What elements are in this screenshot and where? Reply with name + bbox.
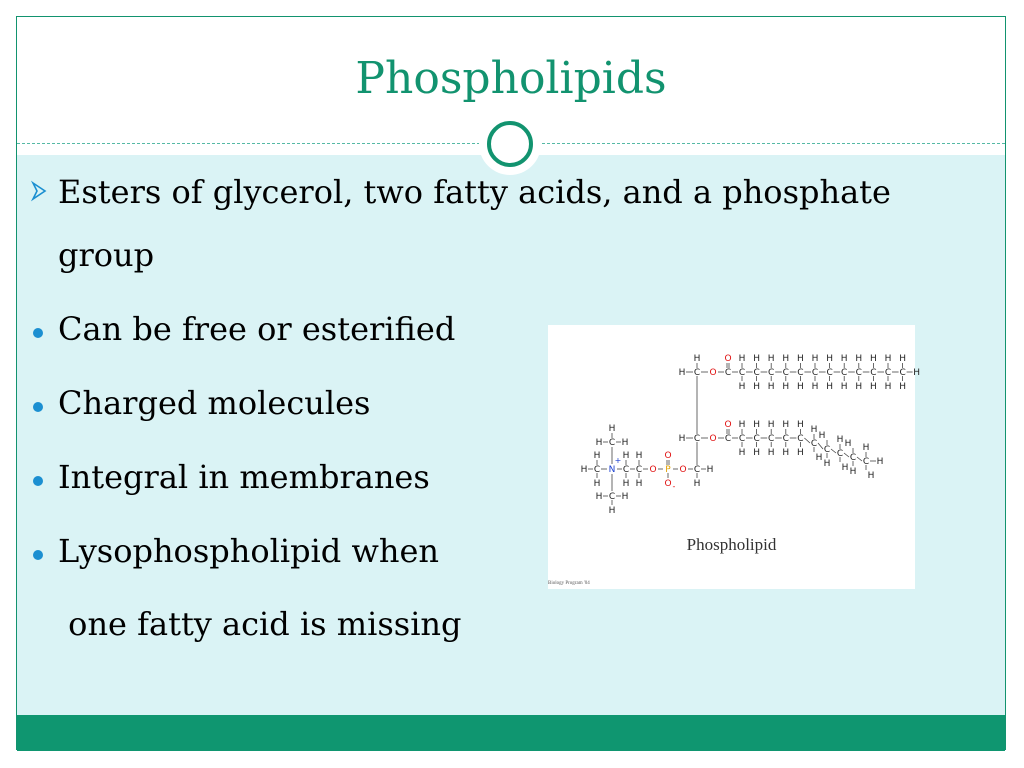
atom-h: H [815,453,823,463]
atom-o: O [724,354,732,364]
negative-charge: - [672,482,676,491]
atom-h: H [622,451,630,461]
atom-h: H [693,354,701,364]
atom-h: H [899,382,906,392]
atom-c: C [768,434,775,444]
atom-h: H [608,424,616,434]
figure-caption: Phospholipid [686,535,777,554]
atom-c: C [724,368,732,378]
atom-h: H [782,448,790,458]
atom-h: H [855,382,863,392]
atom-h: H [797,448,804,458]
atom-h: H [706,465,714,475]
atom-o: O [664,479,672,489]
arrow-bullet-icon [32,182,46,200]
atom-c: C [884,368,892,378]
atom-h: H [608,506,616,516]
atom-h: H [767,448,775,458]
bullet-text: Can be free or esterified [58,310,456,348]
atom-c: C [593,465,601,475]
dot-bullet-icon [33,402,43,412]
atom-c: C [849,453,857,463]
phospholipid-figure [548,325,920,589]
atom-h: H [580,465,588,475]
atom-h: H [738,420,746,430]
bond [818,443,823,449]
atom-c: C [797,434,804,444]
atom-h: H [913,368,920,378]
atom-h: H [593,451,601,461]
atom-o: O [664,451,672,461]
atom-h: H [678,434,686,444]
atom-h: H [884,382,892,392]
atom-c: C [870,368,877,378]
atom-h: H [862,443,870,453]
atom-h: H [738,448,746,458]
divider-circle-ornament [487,121,533,167]
atom-c: C [608,438,616,448]
atom-n: N [608,465,616,475]
atom-h: H [810,425,818,435]
atom-c: C [608,492,616,502]
atom-c: C [693,465,701,475]
bond [804,438,810,443]
bullet-text: Charged molecules [58,384,371,422]
atom-h: H [678,368,686,378]
atom-o: O [724,420,732,430]
atom-h: H [753,448,760,458]
atom-c: C [826,368,833,378]
atom-h: H [899,354,906,364]
atom-c: C [738,434,746,444]
atom-c: C [693,434,701,444]
atom-h: H [797,354,804,364]
atom-c: C [738,368,746,378]
atom-c: C [622,465,630,475]
atom-h: H [884,354,892,364]
positive-charge: + [614,456,622,465]
atom-h: H [826,382,833,392]
atom-h: H [870,354,877,364]
atom-c: C [768,368,775,378]
atom-h: H [753,382,760,392]
atom-h: H [844,439,852,449]
atom-h: H [818,431,826,441]
atom-h: H [621,492,629,502]
atom-h: H [753,420,760,430]
atom-h: H [797,382,804,392]
atom-h: H [621,438,629,448]
atom-c: C [841,368,848,378]
bond [857,457,862,461]
bullet-text: Lysophospholipid when [58,532,439,570]
atom-h: H [836,435,844,445]
dot-bullet-icon [33,476,43,486]
atom-o: O [679,465,687,475]
atom-h: H [782,354,790,364]
bullet-text-continued: group [58,236,155,274]
atom-h: H [811,382,819,392]
atom-h: H [767,420,775,430]
atom-c: C [836,449,844,459]
slide-title: Phospholipids [355,53,667,104]
atom-h: H [622,479,630,489]
atom-c: C [823,445,831,455]
atom-h: H [855,354,863,364]
bullet-text: Esters of glycerol, two fatty acids, and a phosphate [58,173,891,211]
atom-h: H [876,457,884,467]
atom-h: H [826,354,833,364]
dot-bullet-icon [33,550,43,560]
bond [831,449,836,453]
atom-h: H [782,420,790,430]
dot-bullet-icon [33,328,43,338]
atom-c: C [855,368,862,378]
atom-c: C [724,434,732,444]
atom-h: H [595,492,603,502]
figure-credit: Biology Program '04 [548,581,590,586]
atom-o: O [709,434,717,444]
atom-c: C [899,368,906,378]
atom-h: H [840,354,848,364]
atom-h: H [753,354,760,364]
atom-p: P [665,465,671,475]
atom-c: C [810,439,818,449]
atom-c: C [782,368,789,378]
atom-c: C [635,465,643,475]
atom-h: H [867,471,875,481]
atom-c: C [862,457,870,467]
atom-h: H [593,479,601,489]
atom-h: H [811,354,819,364]
atom-h: H [693,479,701,489]
atom-h: H [823,459,831,469]
atom-h: H [738,354,746,364]
atom-c: C [811,368,819,378]
atom-h: H [840,382,848,392]
atom-c: C [753,368,760,378]
atom-h: H [841,463,849,473]
atom-h: H [782,382,790,392]
atom-c: C [753,434,760,444]
atom-o: O [649,465,657,475]
atom-c: C [797,368,804,378]
atom-h: H [767,354,775,364]
atom-h: H [635,451,643,461]
atom-h: H [738,382,746,392]
atom-h: H [767,382,775,392]
bullet-text: Integral in membranes [58,458,430,496]
atom-h: H [870,382,877,392]
atom-h: H [849,467,857,477]
atom-h: H [797,420,804,430]
atom-h: H [635,479,643,489]
footer-bar [17,715,1005,751]
atom-c: C [693,368,701,378]
atom-o: O [709,368,717,378]
atom-c: C [782,434,789,444]
bullet-text-continued: one fatty acid is missing [58,605,462,643]
atom-h: H [595,438,603,448]
bond [844,453,849,457]
